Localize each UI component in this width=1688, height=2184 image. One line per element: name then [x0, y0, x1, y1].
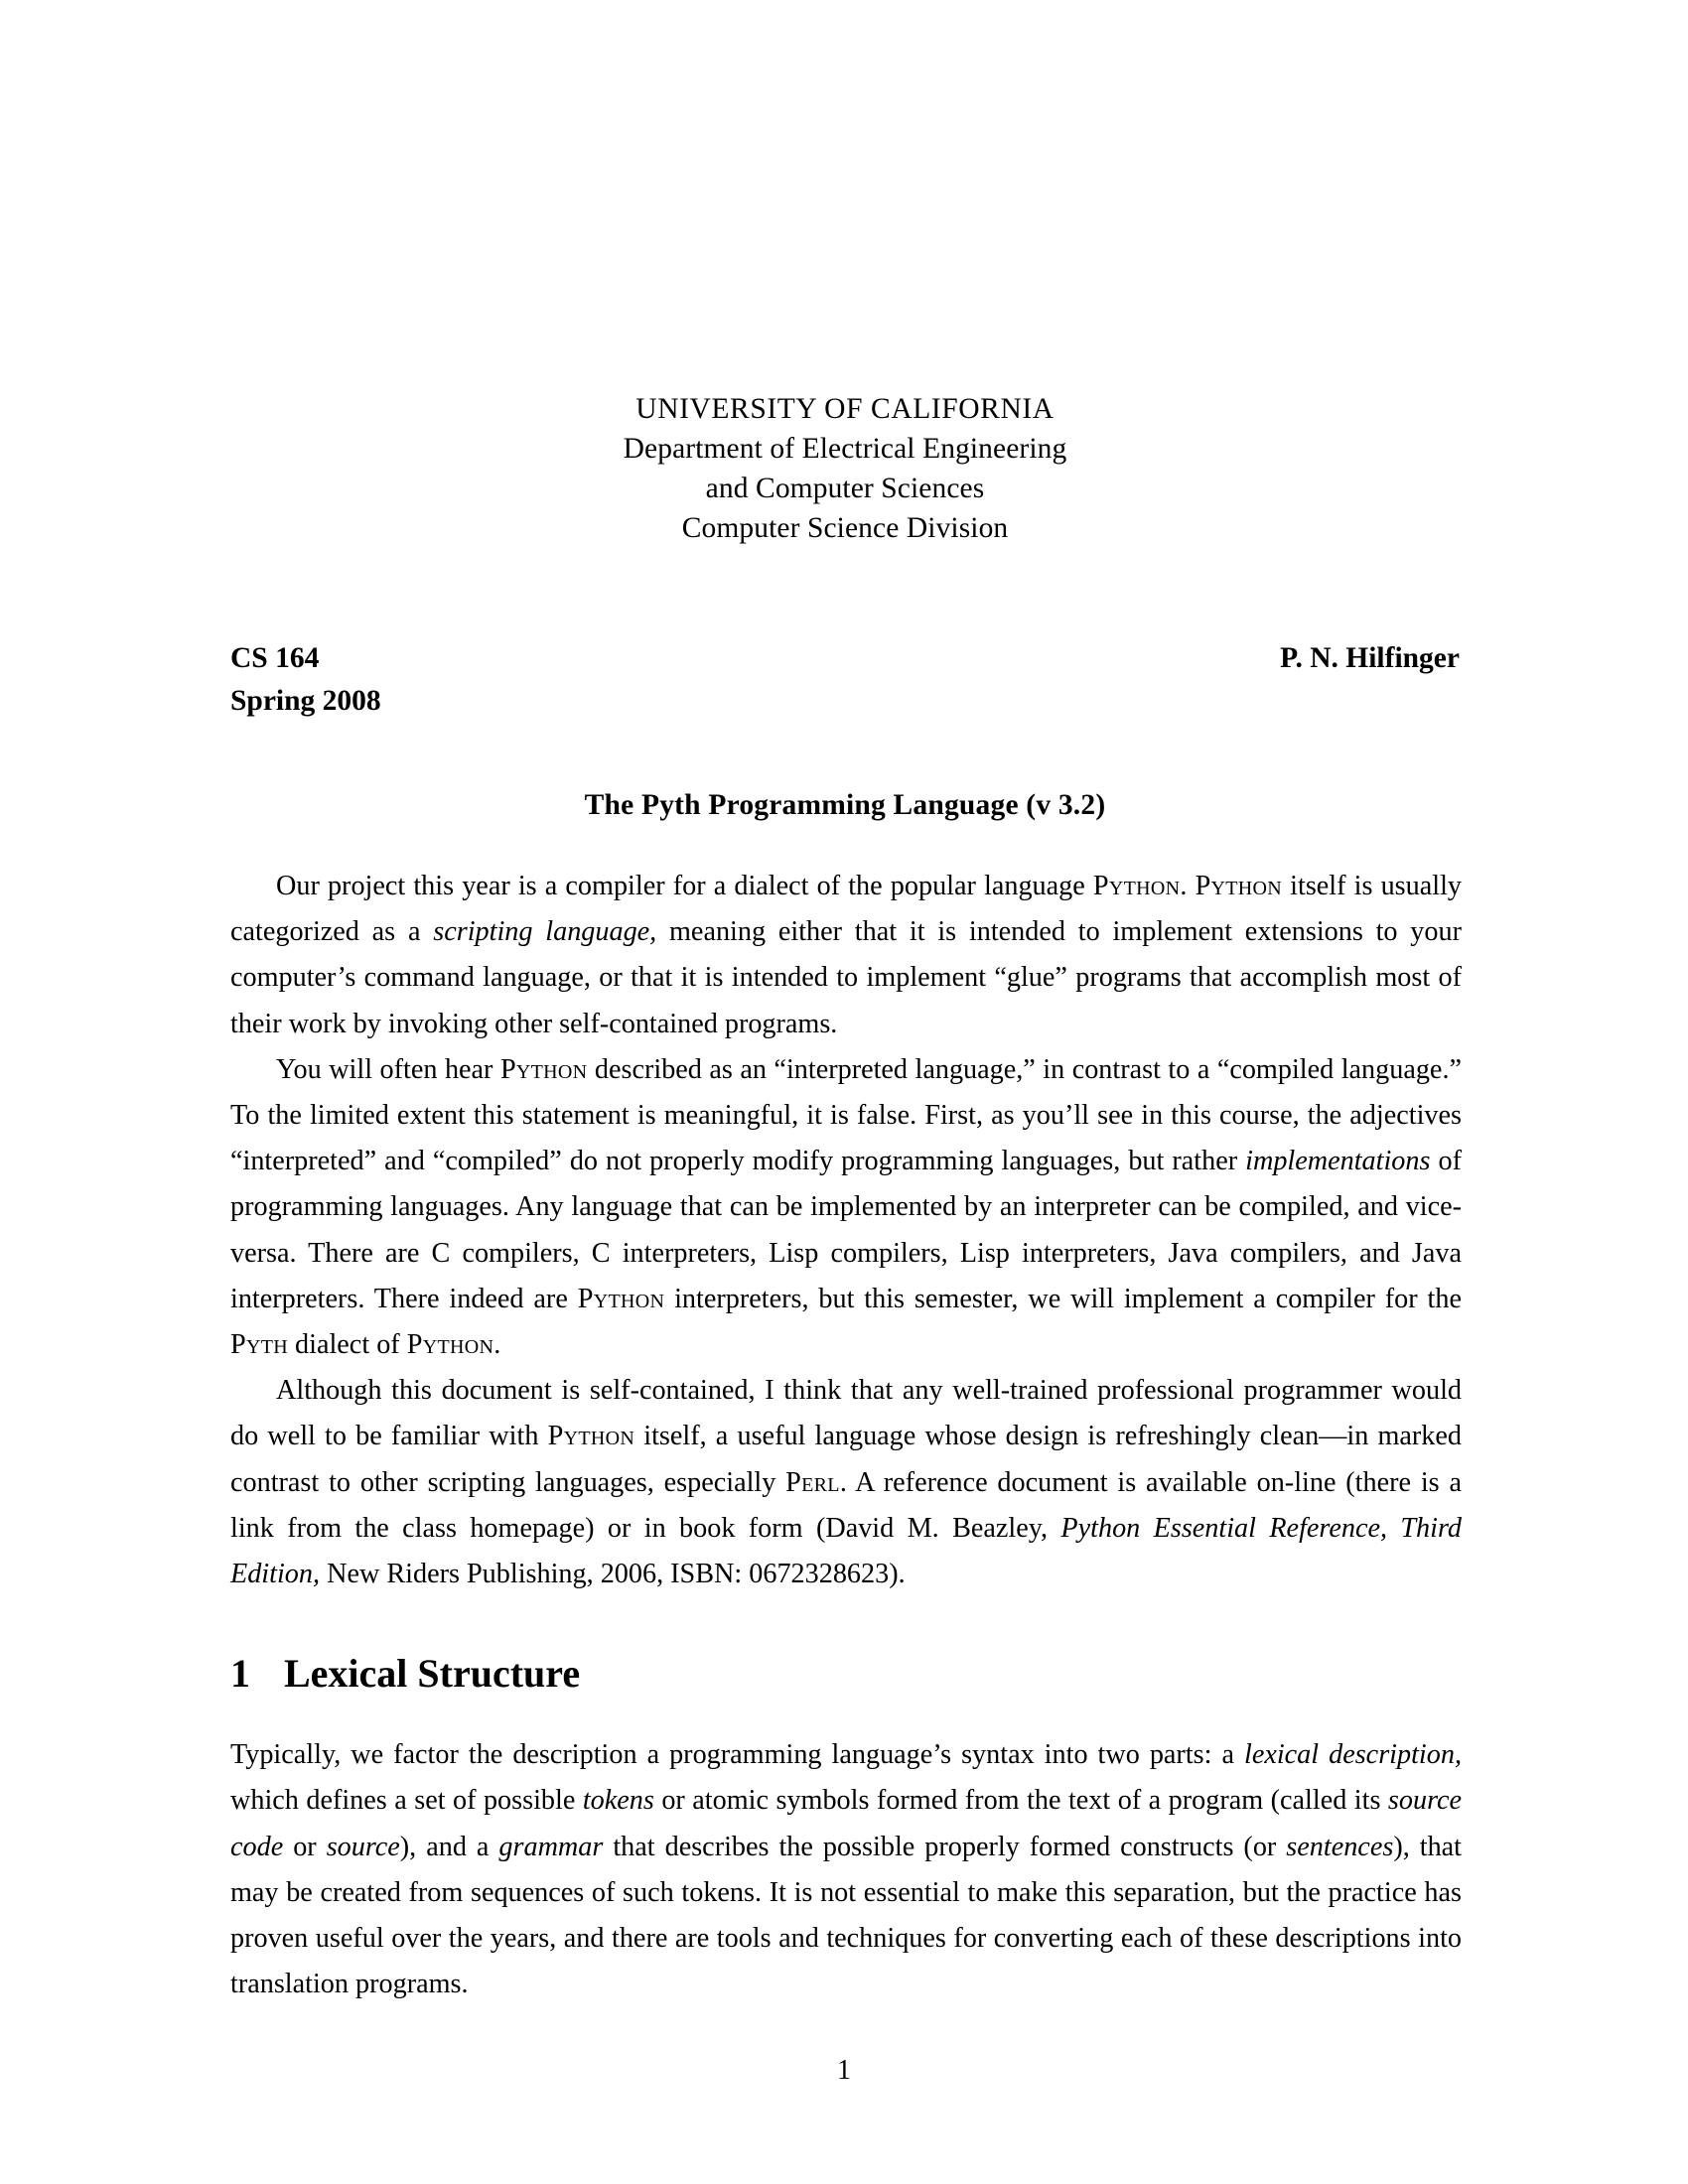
p1-seg2: . — [1180, 871, 1196, 901]
p2-smallcaps-python-1: Python — [499, 1053, 588, 1085]
p4-italic-grammar: grammar — [498, 1831, 604, 1862]
p4-italic-source-code: source code — [230, 1785, 1463, 1862]
institution-line-division: Computer Science Division — [681, 512, 1009, 544]
p2-italic-implementations: implementations — [1245, 1146, 1431, 1177]
institution-line-university: UNIVERSITY OF CALIFORNIA — [635, 393, 1055, 425]
course-code-instructor-row — [230, 637, 1460, 680]
document-title: The Pyth Programming Language (v 3.2) — [584, 789, 1106, 821]
course-code: CS 164 — [230, 642, 320, 674]
p2-smallcaps-python-2: Python — [577, 1283, 665, 1314]
p4-seg1: Typically, we factor the description a programming language’s syntax into two parts: a — [230, 1739, 1244, 1771]
p1-smallcaps-python-1: Python — [1092, 871, 1181, 901]
section-heading-lexical-structure — [230, 1649, 1462, 1699]
p3-italic-book-title: Python Essential Reference, Third Edition, — [230, 1512, 1462, 1590]
p2-seg2: described as an “interpreted language,” in contrast to a “compiled language.” To the limited extent this statement is meaningful, it is false. First, as you’ll see in this course, the adjectives “interpreted” and “compiled” do not properly modify programming languages, but rather — [230, 1053, 1462, 1177]
section-title: Lexical Structure — [284, 1651, 581, 1697]
p1-seg3: itself is usually categorized as a — [230, 871, 1463, 948]
course-info-block — [230, 637, 1460, 723]
p3-seg1: Although this document is self-contained, I think that any well-trained professional programmer would do well to be familiar with — [230, 1375, 1462, 1452]
p1-italic-scripting-language: scripting language, — [433, 916, 657, 948]
p4-seg3: or atomic symbols formed from the text of a program (called its — [653, 1785, 1388, 1817]
p4-seg4: or — [283, 1831, 327, 1862]
paragraph-lexical-intro — [230, 1732, 1462, 2007]
page-number: 1 — [837, 2055, 851, 2086]
p4-seg5: ), and a — [399, 1831, 499, 1862]
p3-smallcaps-python: Python — [547, 1421, 635, 1452]
paragraph-intro — [230, 864, 1462, 1047]
p3-seg3: . A reference document is available on-line (there is a link from the class homepage) or in book form (David M. Beazley, — [230, 1466, 1462, 1544]
p1-seg4: meaning either that it is intended to implement extensions to your computer’s command language, or that it is intended to implement “glue” programs that accomplish most of their work by invoking other self-contained programs. — [230, 916, 1462, 1039]
institution-line-department: Department of Electrical Engineering — [623, 433, 1067, 465]
p4-italic-tokens: tokens — [582, 1785, 654, 1817]
course-term: Spring 2008 — [230, 685, 381, 717]
p4-italic-lexical-description: lexical description, — [1243, 1739, 1462, 1771]
p2-seg5: dialect of — [287, 1329, 407, 1361]
p3-smallcaps-perl: Perl — [785, 1466, 840, 1498]
p4-seg6: that describes the possible properly formed constructs (or — [603, 1831, 1287, 1862]
p2-smallcaps-pyth: Pyth — [230, 1329, 288, 1361]
p4-seg2: which defines a set of possible — [230, 1785, 583, 1817]
p2-seg4: interpreters, but this semester, we will implement a compiler for the — [664, 1283, 1462, 1314]
p2-seg6: . — [493, 1329, 501, 1361]
p3-seg4: New Riders Publishing, 2006, ISBN: 0672328623). — [320, 1559, 906, 1590]
document-body — [230, 864, 1462, 2007]
institution-header — [230, 389, 1460, 548]
p2-smallcaps-python-3: Python — [406, 1329, 494, 1361]
paragraph-reference — [230, 1368, 1462, 1597]
instructor-name: P. N. Hilfinger — [1280, 642, 1460, 674]
p4-italic-source: source — [326, 1831, 400, 1862]
paragraph-interpreted-vs-compiled — [230, 1047, 1462, 1368]
p1-smallcaps-python-2: Python — [1195, 871, 1283, 901]
p4-seg7: ), that may be created from sequences of such tokens. It is not essential to make this separation, but the practice has proven useful over the years, and there are tools and techniques for converting each of these descriptions into translation programs. — [230, 1831, 1463, 2000]
p4-italic-sentences: sentences — [1286, 1831, 1394, 1862]
institution-line-department-cont: and Computer Sciences — [705, 473, 985, 504]
section-number: 1 — [230, 1651, 250, 1697]
p2-seg3: of programming languages. Any language that can be implemented by an interpreter can be compiled, and vice-versa. There are C compilers, C interpreters, Lisp compilers, Lisp interpreters, Java compilers, and Java interpreters. There indeed are — [230, 1146, 1462, 1314]
p3-seg2: itself, a useful language whose design is refreshingly clean—in marked contrast to other scripting languages, especially — [230, 1421, 1462, 1498]
p2-seg1: You will often hear — [276, 1053, 500, 1085]
p1-seg1: Our project this year is a compiler for a dialect of the popular language — [276, 871, 1093, 901]
